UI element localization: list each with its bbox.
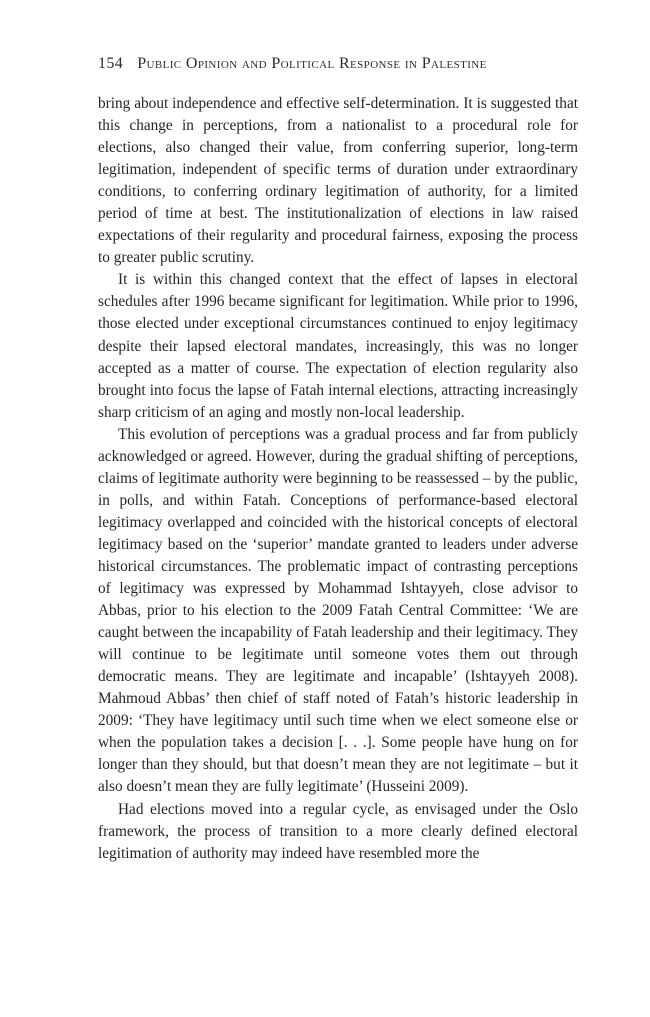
running-head bbox=[98, 55, 578, 73]
paragraph: This evolution of perceptions was a gradual process and far from publicly acknowledged or agreed. However, during the gradual shifting of perceptions, claims of legitimate authority were beginning to be reassessed – by the public, in polls, and within Fatah. Conceptions of performance-based electoral legitimacy overlapped and coincided with the historical concepts of electoral legitimacy based on the ‘superior’ mandate granted to leaders under adverse historical circumstances. The problematic impact of contrasting perceptions of legitimacy was expressed by Mohammad Ishtayyeh, close advisor to Abbas, prior to his election to the 2009 Fatah Central Committee: ‘We are caught between the incapability of Fatah leadership and their legitimacy. They will continue to be legitimate until someone votes them out through democratic means. They are legitimate and incapable’ (Ishtayyeh 2008). Mahmoud Abbas’ then chief of staff noted of Fatah’s historic leadership in 2009: ‘They have legitimacy until such time when we elect someone else or when the population takes a decision [. . .]. Some people have hung on for longer than they should, but that doesn’t mean they are not legitimate – but it also doesn’t mean they are fully legitimate’ (Husseini 2009). bbox=[98, 425, 578, 796]
paragraph-last: Had elections moved into a regular cycle, as envisaged under the Oslo framework, the process of transition to a more clearly defined electoral legitimation of authority may indeed have resembled more the bbox=[98, 800, 578, 862]
running-title: Public Opinion and Political Response in Palestine bbox=[137, 55, 487, 72]
paragraph: It is within this changed context that the effect of lapses in electoral schedules after 1996 became significant for legitimation. While prior to 1996, those elected under exceptional circumstances continued to enjoy legitimacy despite their lapsed electoral mandates, increasingly, this was no longer accepted as a matter of course. The expectation of election regularity also brought into focus the lapse of Fatah internal elections, attracting increasingly sharp criticism of an aging and mostly non-local leadership. bbox=[98, 271, 578, 421]
body-text bbox=[98, 93, 578, 865]
page-number: 154 bbox=[98, 55, 124, 72]
paragraph-continued: bring about independence and effective self-determination. It is suggested that this change in perceptions, from a nationalist to a procedural role for elections, also changed their value, from conferring superior, long-term legitimation, independent of specific terms of duration under extraordinary conditions, to conferring ordinary legitimation of authority, for a limited period of time at best. The institutionalization of elections in law raised expectations of their regularity and procedural fairness, exposing the process to greater public scrutiny. bbox=[98, 95, 578, 267]
